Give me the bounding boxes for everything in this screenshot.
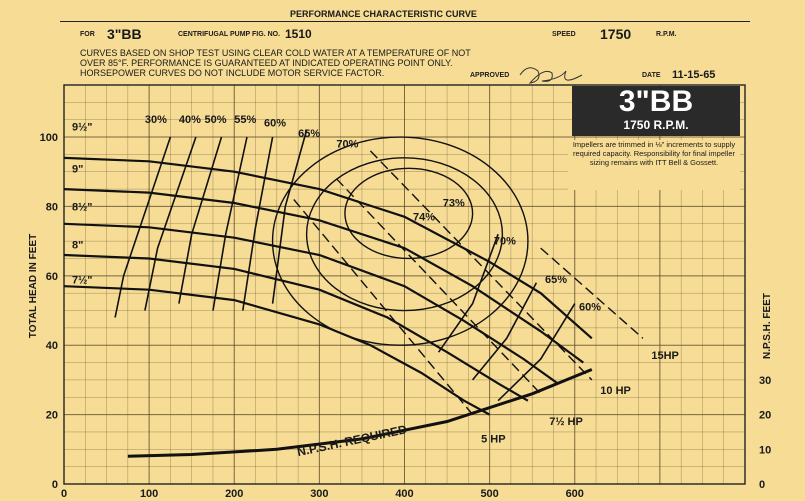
x-tick-label: 500 — [480, 488, 499, 500]
efficiency-line — [179, 137, 222, 304]
y2-tick-label: 0 — [759, 479, 766, 491]
impeller-curve — [64, 224, 558, 384]
npsh-label: N.P.S.H. REQUIRED — [295, 422, 409, 460]
fig-no: 1510 — [285, 27, 312, 41]
approved-label: APPROVED — [470, 72, 510, 79]
x-tick-label: 0 — [60, 488, 68, 500]
date-value: 11-15-65 — [672, 69, 716, 81]
model-box — [572, 86, 740, 136]
x-tick-label: 400 — [395, 488, 414, 500]
x-tick-label: 600 — [565, 488, 584, 500]
note-line-3: HORSEPOWER CURVES DO NOT INCLUDE MOTOR SERVICE FACTOR. — [80, 68, 385, 78]
chart-title: PERFORMANCE CHARACTERISTIC CURVE — [290, 9, 477, 19]
impeller-curve-label: 9" — [72, 163, 84, 176]
impeller-curve-label: 9½" — [72, 121, 93, 134]
x-tick-label: 100 — [139, 488, 159, 500]
y-tick-label: 40 — [45, 340, 58, 353]
y2-tick-label: 20 — [759, 409, 772, 422]
impeller-trim-note: Impellers are trimmed in ⅛" increments to supply required capacity. Responsibility for final impeller sizing remains with ITT Bell & Gossett. — [568, 140, 740, 190]
horsepower-label: 5 HP — [481, 433, 506, 446]
efficiency-curves — [115, 114, 601, 401]
horsepower-label: 15HP — [651, 350, 679, 363]
y-tick-label: 80 — [45, 201, 58, 214]
efficiency-label: 30% — [144, 114, 167, 127]
efficiency-label: 65% — [298, 128, 321, 141]
y-tick-label: 0 — [51, 479, 58, 491]
impeller-curve-label: 7½" — [72, 274, 93, 287]
for-label: FOR — [80, 31, 95, 38]
rpm-label: R.P.M. — [656, 31, 677, 38]
efficiency-label: 70% — [336, 138, 359, 151]
x-tick-label: 200 — [225, 488, 244, 500]
pump-size: 3"BB — [107, 26, 142, 42]
efficiency-label: 74% — [413, 211, 436, 224]
efficiency-island — [345, 168, 473, 258]
speed-label: SPEED — [552, 31, 576, 38]
model-text: 3"BB — [618, 85, 694, 118]
impeller-curve — [64, 158, 592, 338]
model-speed-text: 1750 R.P.M. — [623, 118, 689, 132]
efficiency-label: 50% — [204, 114, 227, 127]
efficiency-label: 55% — [234, 114, 257, 127]
y-tick-label: 100 — [39, 132, 58, 145]
fig-label: CENTRIFUGAL PUMP FIG. NO. — [178, 31, 281, 38]
note-line-2: OVER 85°F. PERFORMANCE IS GUARANTEED AT INDICATED OPERATING POINT ONLY. — [80, 58, 453, 68]
impeller-curve-label: 8" — [72, 239, 84, 252]
speed-value: 1750 — [600, 26, 632, 42]
impeller-curve-label: 8½" — [72, 201, 93, 214]
efficiency-label: 40% — [178, 114, 201, 127]
y-axis-label: TOTAL HEAD IN FEET — [28, 233, 39, 339]
efficiency-label: 70% — [493, 235, 516, 248]
horsepower-label: 7½ HP — [549, 416, 583, 429]
y-tick-label: 20 — [45, 409, 58, 422]
y2-tick-label: 10 — [759, 444, 772, 457]
date-label: DATE — [642, 72, 661, 79]
horsepower-line — [336, 179, 540, 394]
x-tick-label: 300 — [310, 488, 329, 500]
note-line-1: CURVES BASED ON SHOP TEST USING CLEAR COLD WATER AT A TEMPERATURE OF NOT — [80, 48, 471, 58]
efficiency-label: 65% — [544, 273, 567, 286]
impeller-curves — [64, 122, 592, 415]
horsepower-label: 10 HP — [600, 384, 631, 397]
y-tick-label: 60 — [45, 270, 58, 283]
approval-signature — [520, 68, 582, 83]
efficiency-line — [498, 304, 575, 401]
y2-tick-label: 30 — [759, 374, 772, 387]
efficiency-label: 60% — [579, 301, 602, 314]
y2-axis-label: N.P.S.H. FEET — [762, 293, 773, 359]
efficiency-label: 73% — [442, 197, 465, 210]
efficiency-label: 60% — [264, 117, 287, 130]
